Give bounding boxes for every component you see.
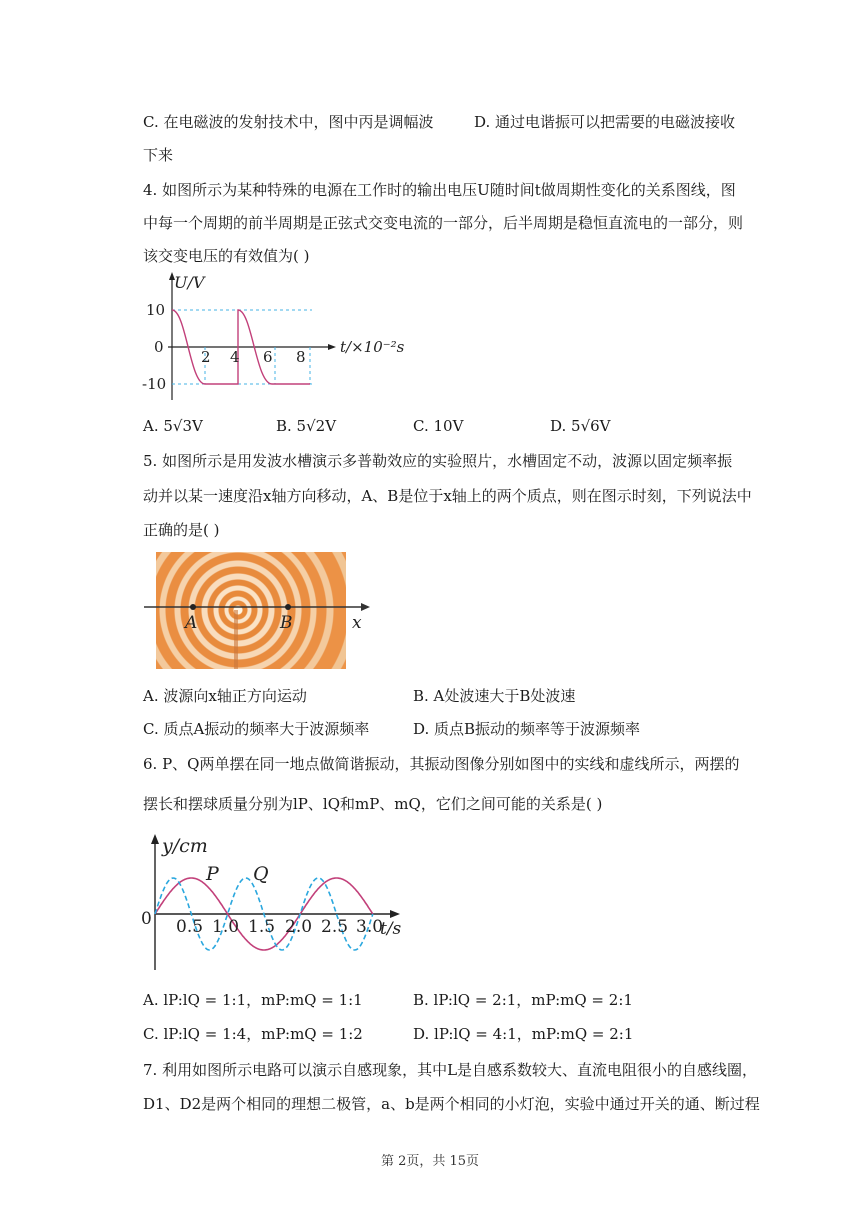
x-tick-0-5: 0.5	[176, 917, 204, 937]
x-axis-label: t/×10⁻²s	[340, 338, 405, 356]
q3-option-d-continued: 下来	[143, 146, 174, 164]
y-axis-label: y/cm	[162, 835, 208, 857]
q4-voltage-graph	[140, 270, 430, 410]
origin-label: 0	[141, 909, 152, 929]
q5-option-a: A. 波源向x轴正方向运动	[143, 687, 307, 705]
q6-stem-line2: 摆长和摆球质量分别为lP、lQ和mP、mQ，它们之间可能的关系是( )	[143, 795, 603, 813]
q5-option-c: C. 质点A振动的频率大于波源频率	[143, 720, 370, 738]
q4-option-d: D. 5√6V	[550, 417, 611, 435]
q5-stem-line1: 5. 如图所示是用发波水槽演示多普勒效应的实验照片，水槽固定不动，波源以固定频率振	[143, 452, 733, 470]
q4-stem-line2: 中每一个周期的前半周期是正弦式交变电流的一部分，后半周期是稳恒直流电的一部分，则	[143, 214, 744, 232]
q6-option-b: B. lP:lQ = 2:1，mP:mQ = 2:1	[413, 991, 633, 1009]
x-tick-2: 2	[201, 348, 211, 366]
x-tick-1-0: 1.0	[212, 917, 240, 937]
y-tick-0: 0	[154, 338, 164, 356]
q6-option-d: D. lP:lQ = 4:1，mP:mQ = 2:1	[413, 1025, 634, 1043]
q3-option-c: C. 在电磁波的发射技术中，图中丙是调幅波	[143, 113, 434, 131]
q5-option-b: B. A处波速大于B处波速	[413, 687, 576, 705]
page-footer: 第 2页，共 15页	[380, 1154, 480, 1169]
y-tick-neg10: -10	[142, 375, 167, 393]
series-q-label: Q	[253, 863, 269, 885]
q4-option-c: C. 10V	[413, 417, 464, 435]
y-tick-10: 10	[146, 301, 166, 319]
q6-oscillation-graph	[140, 830, 420, 975]
x-axis-arrow	[390, 910, 400, 918]
q7-stem-line2: D1、D2是两个相同的理想二极管，a、b是两个相同的小灯泡，实验中通过开关的通、断过程	[143, 1095, 760, 1113]
x-tick-3-0: 3.0	[356, 917, 384, 937]
x-label: x	[352, 613, 362, 633]
x-tick-8: 8	[296, 348, 306, 366]
x-axis-arrow	[361, 603, 370, 611]
q4-stem-line3: 该交变电压的有效值为( )	[143, 247, 310, 265]
q5-option-d: D. 质点B振动的频率等于波源频率	[413, 720, 641, 738]
q4-stem-line1: 4. 如图所示为某种特殊的电源在工作时的输出电压U随时间t做周期性变化的关系图线，图	[143, 181, 736, 199]
q5-stem-line3: 正确的是( )	[143, 521, 220, 539]
point-b-label: B	[280, 613, 293, 633]
q6-option-a: A. lP:lQ = 1:1，mP:mQ = 1:1	[143, 991, 363, 1009]
x-tick-6: 6	[263, 348, 273, 366]
q5-stem-line2: 动并以某一速度沿x轴方向移动，A、B是位于x轴上的两个质点，则在图示时刻，下列说法中	[143, 487, 752, 505]
q4-option-b: B. 5√2V	[276, 417, 337, 435]
q4-option-a: A. 5√3V	[143, 417, 203, 435]
q5-x-axis-overlay	[140, 590, 380, 640]
y-axis-arrow	[151, 834, 159, 844]
q6-stem-line1: 6. P、Q两单摆在同一地点做简谐振动，其振动图像分别如图中的实线和虚线所示，两摆的	[143, 755, 740, 773]
point-a-dot	[190, 604, 196, 610]
q3-option-d: D. 通过电谐振可以把需要的电磁波接收	[474, 113, 736, 131]
x-tick-2-0: 2.0	[285, 917, 313, 937]
x-axis-arrow	[328, 344, 336, 350]
point-b-dot	[285, 604, 291, 610]
x-axis-label: t/s	[380, 919, 402, 939]
point-a-label: A	[185, 613, 198, 633]
x-tick-4: 4	[230, 348, 240, 366]
q7-stem-line1: 7. 利用如图所示电路可以演示自感现象，其中L是自感系数较大、直流电阻很小的自感线圈，	[143, 1061, 758, 1079]
y-axis-label: U/V	[174, 273, 205, 292]
x-tick-1-5: 1.5	[248, 917, 276, 937]
x-tick-2-5: 2.5	[321, 917, 349, 937]
series-p-label: P	[206, 863, 219, 885]
q6-option-c: C. lP:lQ = 1:4，mP:mQ = 1:2	[143, 1025, 363, 1043]
